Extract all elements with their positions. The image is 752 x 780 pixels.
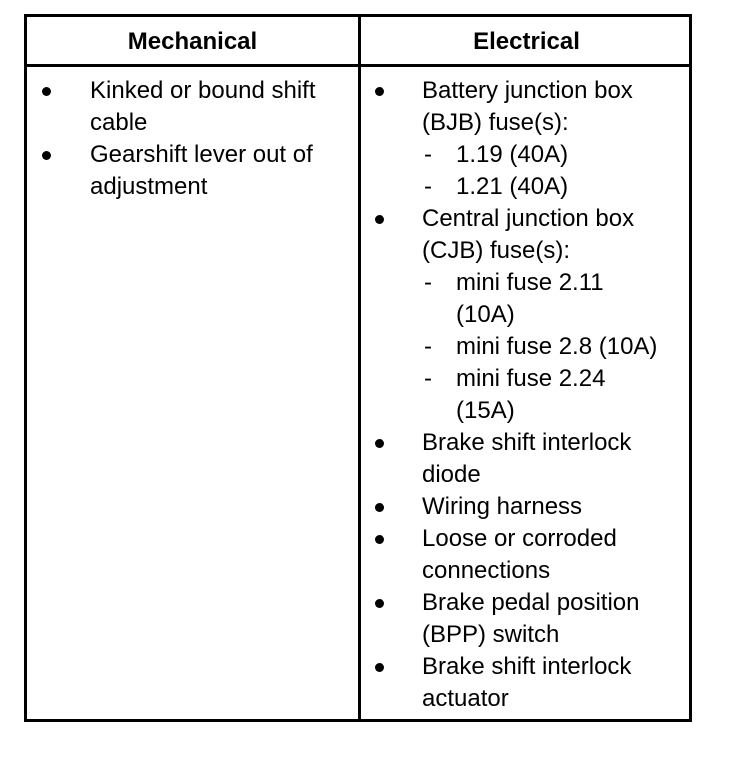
sub-item-text: mini fuse 2.8 (10A) (456, 333, 658, 360)
header-mechanical: Mechanical (127, 28, 258, 55)
dash-icon: - (424, 269, 432, 296)
list-item (361, 203, 692, 267)
item-text: Brake shift interlock actuator (422, 653, 632, 712)
list-item (361, 651, 692, 715)
list-item (361, 491, 692, 523)
bullet-icon (42, 87, 51, 96)
dash-icon: - (424, 333, 432, 360)
bullet-icon (375, 503, 384, 512)
sub-item (361, 331, 692, 363)
sub-item (361, 171, 692, 203)
bullet-icon (375, 599, 384, 608)
dash-icon: - (424, 173, 432, 200)
item-text: Wiring harness (422, 493, 583, 520)
symptom-table (24, 14, 692, 722)
item-text: Brake pedal position (BPP) switch (422, 589, 640, 648)
sub-item-text: mini fuse 2.11 (10A) (456, 269, 604, 328)
dash-icon: - (424, 365, 432, 392)
list-item (27, 75, 358, 139)
list-item (361, 587, 692, 651)
electrical-column (361, 75, 692, 715)
bullet-icon (42, 151, 51, 160)
item-text: Battery junction box (BJB) fuse(s): (422, 77, 633, 136)
item-text: Brake shift interlock diode (422, 429, 632, 488)
sub-item-text: 1.19 (40A) (456, 141, 569, 168)
item-text: Kinked or bound shift cable (90, 77, 316, 136)
bullet-icon (375, 439, 384, 448)
dash-icon: - (424, 141, 432, 168)
list-item (361, 427, 692, 491)
list-item (27, 139, 358, 203)
bullet-icon (375, 663, 384, 672)
sub-item-text: mini fuse 2.24 (15A) (456, 365, 606, 424)
bullet-icon (375, 535, 384, 544)
item-text: Loose or corroded connections (422, 525, 617, 584)
item-text: Gearshift lever out of adjustment (90, 141, 313, 200)
bullet-icon (375, 215, 384, 224)
sub-item (361, 363, 692, 427)
list-item (361, 523, 692, 587)
sub-item (361, 267, 692, 331)
bullet-icon (375, 87, 384, 96)
item-text: Central junction box (CJB) fuse(s): (422, 205, 635, 264)
sub-item (361, 139, 692, 171)
sub-item-text: 1.21 (40A) (456, 173, 569, 200)
header-electrical: Electrical (473, 28, 580, 55)
mechanical-column (27, 75, 358, 203)
list-item (361, 75, 692, 139)
